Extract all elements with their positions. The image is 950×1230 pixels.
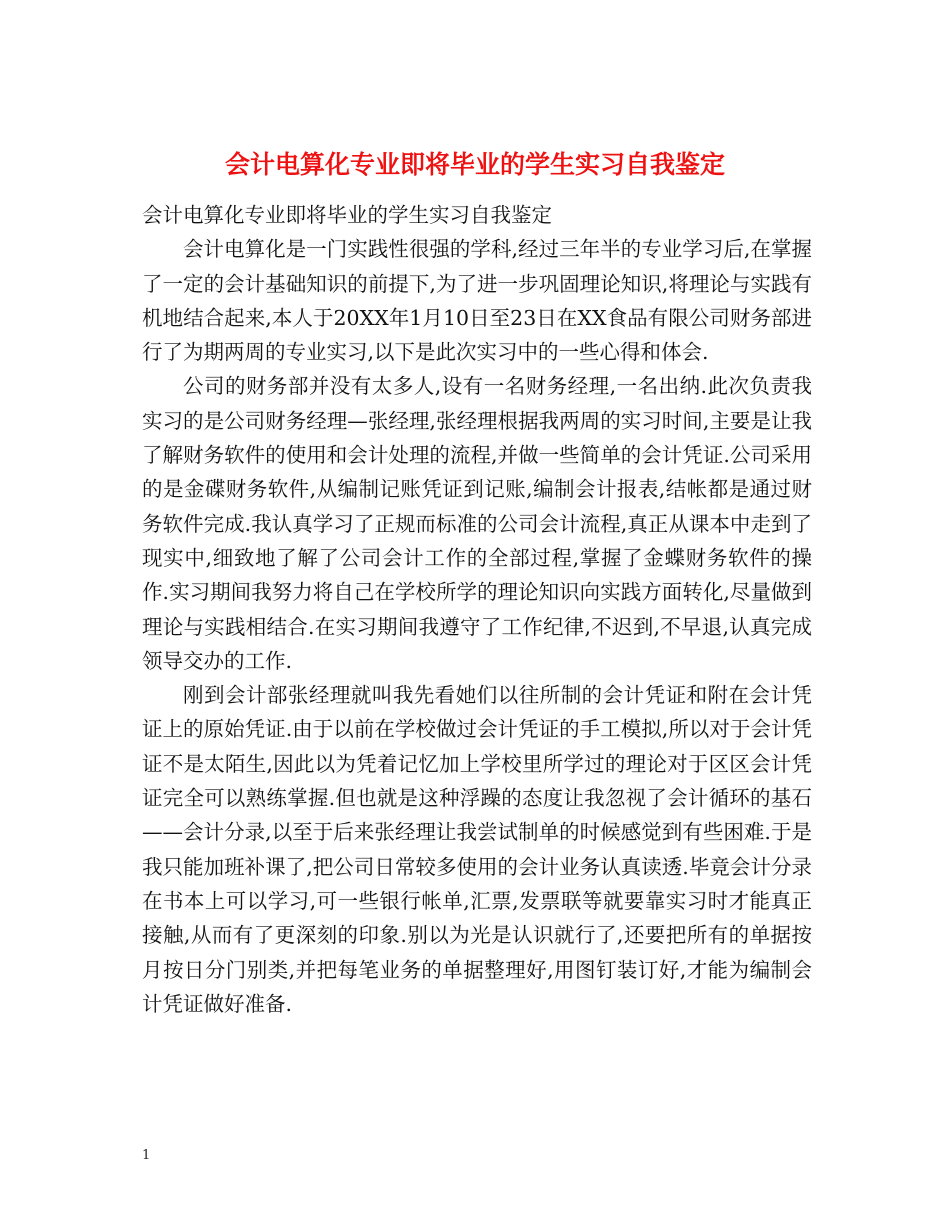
paragraph-1: 会计电算化是一门实践性很强的学科,经过三年半的专业学习后,在掌握了一定的会计基础知识的前提下,为了进一步巩固理论知识,将理论与实践有机地结合起来,本人于20XX年1月10日至23日在XX食品有限公司财务部进行了为期两周的专业实习,以下是此次实习中的一些心得和体会.	[142, 237, 812, 365]
document-body	[142, 198, 812, 1021]
paragraph-3: 刚到会计部张经理就叫我先看她们以往所制的会计凭证和附在会计凭证上的原始凭证.由于以前在学校做过会计凭证的手工模拟,所以对于会计凭证不是太陌生,因此以为凭着记忆加上学校里所学过的理论对于区区会计凭证完全可以熟练掌握.但也就是这种浮躁的态度让我忽视了会计循环的基石——会计分录,以至于后来张经理让我尝试制单的时候感觉到有些困难.于是我只能加班补课了,把公司日常较多使用的会计业务认真读透.毕竟会计分录在书本上可以学习,可一些银行帐单,汇票,发票联等就要靠实习时才能真正接触,从而有了更深刻的印象.别以为光是认识就行了,还要把所有的单据按月按日分门别类,并把每笔业务的单据整理好,用图钉装订好,才能为编制会计凭证做好准备.	[142, 683, 812, 1016]
paragraph-2: 公司的财务部并没有太多人,设有一名财务经理,一名出纳.此次负责我实习的是公司财务经理—张经理,张经理根据我两周的实习时间,主要是让我了解财务软件的使用和会计处理的流程,并做一些简单的会计凭证.公司采用的是金碟财务软件,从编制记账凭证到记账,编制会计报表,结帐都是通过财务软件完成.我认真学习了正规而标准的公司会计流程,真正从课本中走到了现实中,细致地了解了公司会计工作的全部过程,掌握了金蝶财务软件的操作.实习期间我努力将自己在学校所学的理论知识向实践方面转化,尽量做到理论与实践相结合.在实习期间我遵守了工作纪律,不迟到,不早退,认真完成领导交办的工作.	[142, 374, 812, 673]
document-subtitle: 会计电算化专业即将毕业的学生实习自我鉴定	[142, 203, 552, 227]
document-title: 会计电算化专业即将毕业的学生实习自我鉴定	[224, 149, 725, 179]
page-number: 1	[142, 1148, 151, 1163]
